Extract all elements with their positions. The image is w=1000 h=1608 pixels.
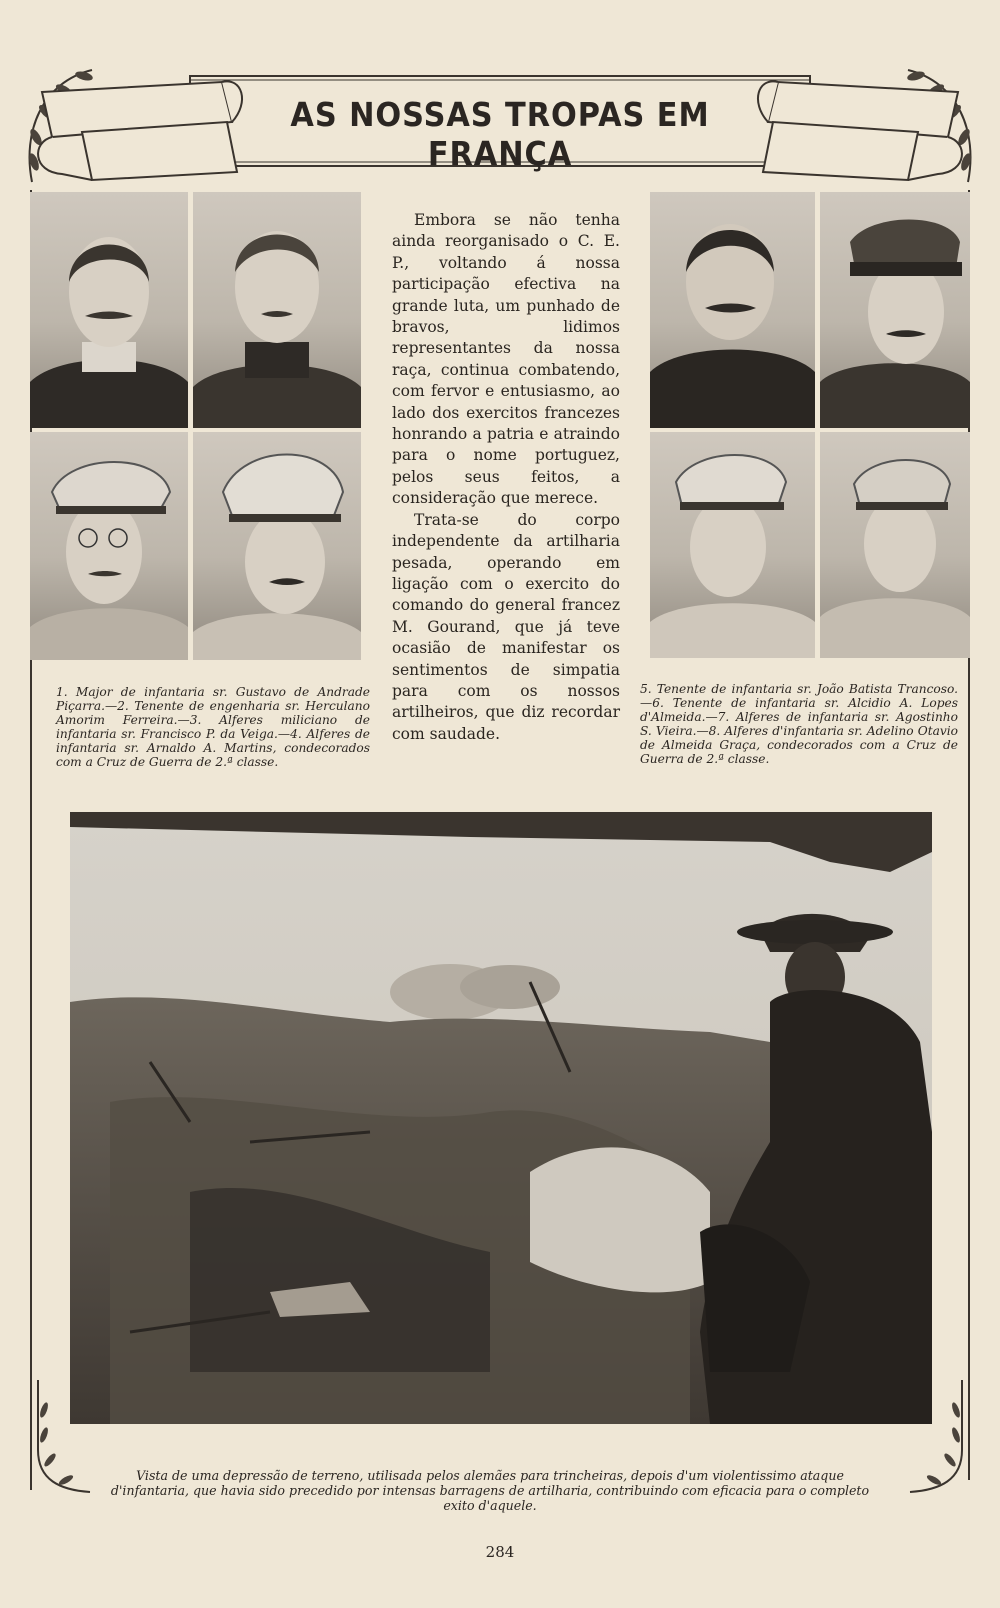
portrait-7 [650, 432, 815, 658]
article-text [392, 210, 620, 745]
trench-photograph [70, 812, 932, 1424]
portrait-3 [30, 432, 188, 660]
portrait-2 [193, 192, 361, 428]
page-title: AS NOSSAS TROPAS EM FRANÇA [290, 95, 710, 173]
portraits-caption-left: 1. Major de infantaria sr. Gustavo de Andrade Piçarra.—2. Tenente de engenharia sr. Herculano Amorim Ferreira.—3. Alferes miliciano de infantaria sr. Francisco P. da Veiga.—4. Alferes de infantaria sr. Arnaldo A. Martins, condecorados com a Cruz de Guerra de 2.ª classe. [56, 685, 370, 769]
portrait-8 [820, 432, 970, 658]
photo-caption: Vista de uma depressão de terreno, utilisada pelos alemães para trincheiras, depois d'um violentissimo ataque d'infantaria, que havia sido precedido por intensas barragens de artilharia, contribuindo com eficacia para o completo exito d'aquele. [110, 1468, 870, 1513]
portrait-4 [193, 432, 361, 660]
portrait-1 [30, 192, 188, 428]
portraits-caption-right: 5. Tenente de infantaria sr. João Batista Trancoso.—6. Tenente de infantaria sr. Alcidio A. Lopes d'Almeida.—7. Alferes de infantaria sr. Agostinho S. Vieira.—8. Alferes d'infantaria sr. Adelino Otavio de Almeida Graça, condecorados com a Cruz de Guerra de 2.ª classe. [640, 682, 958, 766]
bottom-left-ornament [30, 1380, 100, 1500]
portrait-5 [650, 192, 815, 428]
page-number: 284 [485, 1543, 515, 1561]
portrait-6 [820, 192, 970, 428]
article-paragraph-2: Trata-se do corpo independente da artilharia pesada, operando em ligação com o exercito do comando do general francez M. Gourand, que já teve ocasião de manifestar os sentimentos de simpatia para com os nossos artilheiros, que diz recordar com saudade. [392, 510, 620, 743]
bottom-right-ornament [900, 1380, 970, 1500]
article-paragraph-1: Embora se não tenha ainda reorganisado o C. E. P., voltando á nossa participação efectiva na grande luta, um punhado de bravos, lidimos representantes da nossa raça, continua combatendo, com fervor e entusiasmo, ao lado dos exercitos francezes honrando a patria e atraindo para o nome portuguez, pelos seus feitos, a consideração que merece. [392, 211, 620, 508]
